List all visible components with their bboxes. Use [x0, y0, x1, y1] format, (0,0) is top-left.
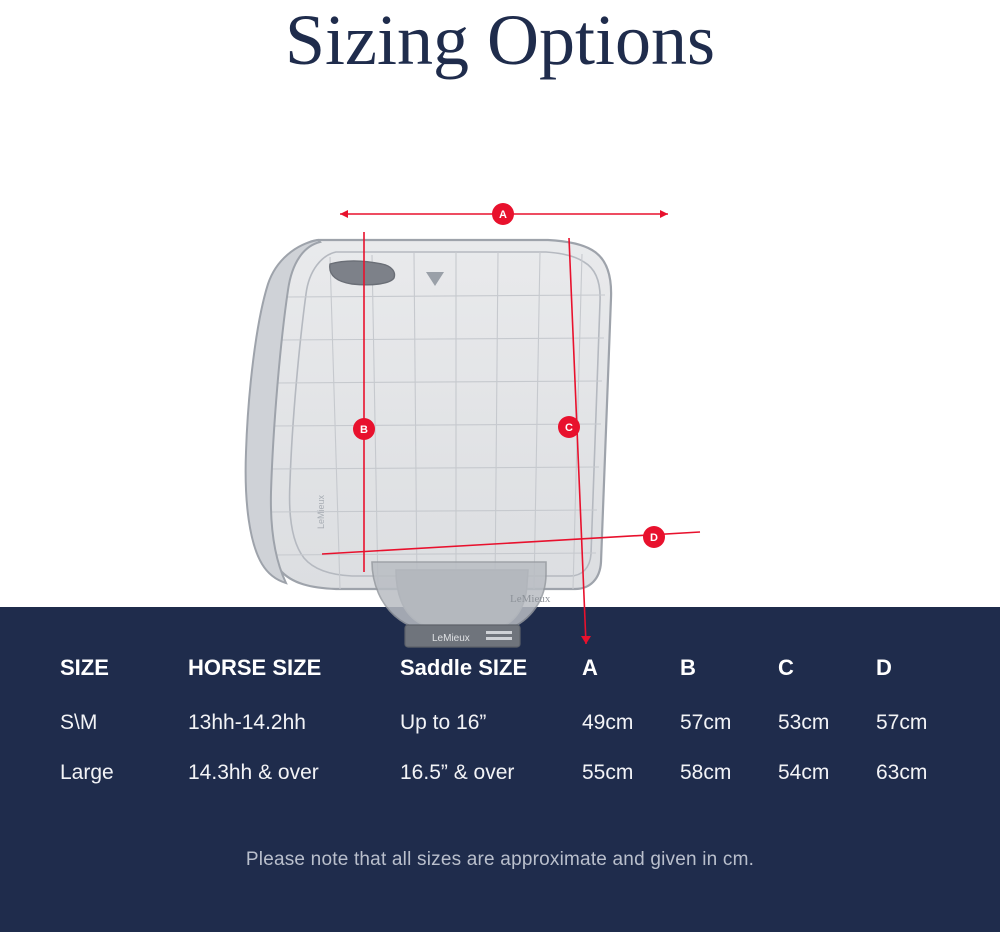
cell-b: 57cm	[680, 711, 732, 734]
sizing-table-panel	[0, 607, 1000, 932]
pad-body	[246, 240, 611, 647]
svg-text:LeMieux: LeMieux	[432, 633, 470, 644]
sizing-note: Please note that all sizes are approximate and given in cm.	[245, 849, 755, 870]
column-header-saddle-size: Saddle SIZE	[400, 655, 528, 680]
marker-d-label: D	[650, 532, 658, 544]
column-header-c: C	[778, 655, 794, 680]
column-header-b: B	[680, 655, 696, 680]
cell-horse-size: 14.3hh & over	[188, 761, 319, 784]
column-header-d: D	[876, 655, 892, 680]
cell-a: 49cm	[582, 711, 634, 734]
cell-saddle-size: Up to 16”	[400, 711, 487, 734]
column-header-size: SIZE	[60, 655, 109, 680]
cell-horse-size: 13hh-14.2hh	[188, 711, 306, 734]
brand-mark-side: LeMieux	[316, 494, 326, 529]
marker-c-label: C	[565, 422, 573, 434]
table-row	[60, 711, 974, 761]
cell-c: 54cm	[778, 761, 830, 784]
cell-d: 63cm	[876, 761, 928, 784]
strap-detail	[330, 261, 395, 285]
cell-c: 53cm	[778, 711, 830, 734]
cell-size: S\M	[60, 711, 98, 734]
table-row	[60, 761, 974, 811]
saddle-pad-illustration	[0, 92, 1000, 644]
brand-mark-bottom: LeMieux	[510, 593, 551, 605]
marker-b-label: B	[360, 424, 368, 436]
cell-saddle-size: 16.5” & over	[400, 761, 515, 784]
table-header-row	[60, 655, 974, 711]
column-header-horse-size: HORSE SIZE	[188, 655, 322, 680]
page-title: Sizing Options	[284, 0, 716, 80]
sizing-table	[60, 655, 974, 811]
cell-a: 55cm	[582, 761, 634, 784]
cell-d: 57cm	[876, 711, 928, 734]
marker-a-label: A	[499, 209, 507, 221]
column-header-a: A	[582, 655, 598, 680]
title-area	[0, 0, 1000, 92]
saddle-pad-diagram	[0, 92, 1000, 644]
cell-b: 58cm	[680, 761, 732, 784]
cell-size: Large	[60, 761, 114, 784]
